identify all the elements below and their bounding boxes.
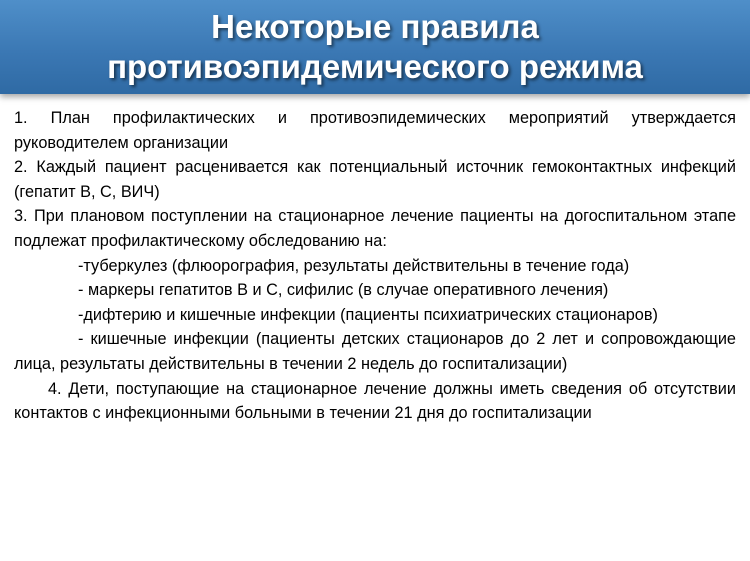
rule-subitem-intestinal: - кишечные инфекции (пациенты детских стационаров до 2 лет и сопровождающие лица, результаты действительны в течении 2 недель до госпитализации) (14, 330, 736, 373)
rule-item-3: 3. При плановом поступлении на стационарное лечение пациенты на догоспитальном этапе подлежат профилактическому обследованию на: (14, 207, 736, 250)
rule-subitem-tuberculosis: -туберкулез (флюорография, результаты действительны в течение года) (78, 256, 630, 275)
title-banner (0, 0, 750, 94)
rule-item-2: 2. Каждый пациент расценивается как потенциальный источник гемоконтактных инфекций (гепатит В, С, ВИЧ) (14, 158, 736, 201)
rule-subitem-diphtheria: -дифтерию и кишечные инфекции (пациенты психиатрических стационаров) (78, 305, 658, 324)
rules-list (14, 106, 736, 426)
page-title-line-2: противоэпидемического режима (107, 48, 643, 85)
rule-item-4: 4. Дети, поступающие на стационарное лечение должны иметь сведения об отсутствии контактов с инфекционными больными в течении 21 дня до госпитализации (14, 379, 736, 423)
rule-subitem-hepatitis: - маркеры гепатитов В и С, сифилис (в случае оперативного лечения) (78, 281, 609, 300)
rule-item-1: 1. План профилактических и противоэпидемических мероприятий утверждается руководителем организации (14, 109, 736, 152)
page-title-line-1: Некоторые правила (211, 8, 539, 45)
